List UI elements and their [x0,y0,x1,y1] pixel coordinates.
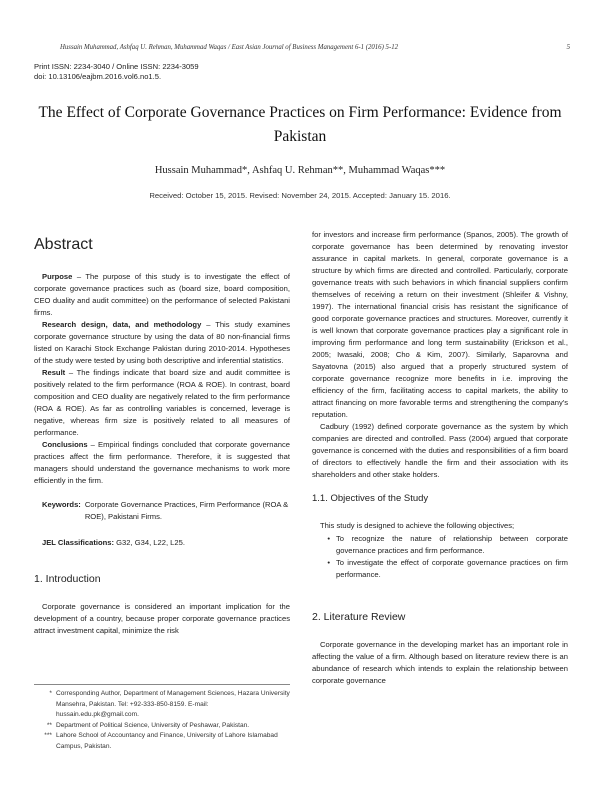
list-item [312,533,568,557]
footnote-mark: *** [44,732,52,739]
footnote [34,721,290,732]
received-dates: Received: October 15, 2015. Revised: November 24, 2015. Accepted: January 15. 2016. [149,191,451,200]
footnote-text: Lahore School of Accountancy and Finance, University of Lahore Islamabad Campus, Pakistan. [56,732,278,750]
doi-line: doi: 10.13106/eajbm.2016.vol6.no1.5. [34,72,162,81]
footnote-text: Department of Political Science, University of Peshawar, Pakistan. [56,721,250,729]
literature-review-paragraph: Corporate governance in the developing market has an important role in affecting the value of a firm. Although based on literature review there is an abundance of research which intends to explain the relationship between corporate governance [312,640,568,685]
footnote-mark: * [49,690,52,697]
objectives-intro: This study is designed to achieve the following objectives; [320,521,515,530]
introduction-heading: 1. Introduction [34,573,101,585]
objective-text: To investigate the effect of corporate governance practices on firm performance. [336,558,568,579]
issn-line: Print ISSN: 2234-3040 / Online ISSN: 2234-3059 [34,62,199,71]
paper-title-line-1: The Effect of Corporate Governance Practices on Firm Performance: Evidence from [38,104,562,121]
introduction-continued: for investors and increase firm performance (Spanos, 2005). The growth of corporate governance has been determined by renovating investor assurance in capital markets. In general, corporate governance is a structure by which firms are directed and controlled. Particularly, corporate governance treats with such behaviors in which financial suppliers confirm themselves of receiving a return on their investment (Shleifer & Vishny, 1997). The international financial crisis has resistant the significance of good corporate governance practices and structures. Moreover, currently it is well known that corporate governance practices play a significant role in improving firm performance and long term sustainability (Erickson et al., 2005; Iwasaki, 2008; Cho & Kim, 2007). Similarly, Saparovna and Sayatovna (2015) also argued that a properly structured system of corporate governance recognize more benefits in i.e. improving the efficiency of the firm, facilitating access to capital markets, the ability to attract financing on more favorable terms and strengthening the company's reputation. [312,230,568,419]
conclusions-label: Conclusions [42,440,88,449]
conclusions-text: – Empirical findings concluded that corporate governance practices affect the firm performance. Therefore, it is suggested that managers should understand the governance mechanisms to work more efficiently in the firm. [34,440,290,485]
result-label: Result [42,368,66,377]
design-label: Research design, data, and methodology [42,320,202,329]
keywords-text: Corporate Governance Practices, Firm Performance (ROA & ROE), Pakistani Firms. [84,500,289,521]
abstract-design [34,319,290,367]
issn-block [34,62,199,82]
jel-classifications [42,537,290,549]
footnote-mark: ** [46,721,52,729]
jel-label: JEL Classifications: [42,538,115,547]
paper-title [30,101,570,149]
objectives-heading: 1.1. Objectives of the Study [312,493,429,504]
introduction-paragraph-2: Cadbury (1992) defined corporate governance as the system by which companies are directed and controlled. Pass (2004) argued that corporate governance is concerned with the duties and responsibilities of a firm board of directors to effectively handle the firm and their association with its shareholders and other stake holders. [312,422,568,479]
footnote [34,689,290,721]
keywords [34,499,290,523]
literature-review-heading: 2. Literature Review [312,611,406,623]
objectives-list [312,533,568,581]
paper-title-line-2: Pakistan [273,128,327,145]
list-item [312,557,568,581]
introduction-paragraph: Corporate governance is considered an important implication for the development of a country, because proper corporate governance practices attract investment capital, minimize the risk [34,602,290,635]
page-number: 5 [566,44,570,51]
purpose-text: – The purpose of this study is to investigate the effect of corporate governance practices such as (board size, board composition, CEO duality and audit committee) on the performance of selected Pakistani firms. [34,272,290,317]
jel-text: G32, G34, L22, L25. [114,538,185,547]
left-column [34,236,290,637]
running-header-text: Hussain Muhammad, Ashfaq U. Rehman, Muhammad Waqas / East Asian Journal of Business Management 6-1 (2016) 5-12 [60,44,399,51]
author-list: Hussain Muhammad*, Ashfaq U. Rehman**, Muhammad Waqas*** [154,165,446,176]
abstract-result [34,367,290,439]
bullet-icon: • [327,534,330,543]
bullet-icon: • [327,558,330,567]
footnotes [34,684,290,752]
design-text: – This study examines corporate governance structure by using the data of 80 non-financial firms listed on Karachi Stock Exchange Pakistan during 2010-2014. Hypotheses of the study were tested by using both descriptive and inferential statistics. [34,320,290,365]
footnote [34,731,290,752]
keywords-label: Keywords: [42,500,81,509]
abstract-heading: Abstract [34,236,93,253]
objective-text: To recognize the nature of relationship between corporate governance practices and firm performance. [336,534,568,555]
footnote-text: Corresponding Author, Department of Management Sciences, Hazara University Mansehra, Pakistan. Tel: +92-333-850-8159. E-mail: hussain.edu.pk@gmail.com. [56,690,290,718]
purpose-label: Purpose [42,272,73,281]
abstract-conclusions [34,439,290,487]
result-text: – The findings indicate that board size and audit committee is positively related to the firm performance (ROA & ROE). In contrast, board composition and CEO duality are negatively related to the firm performance (ROA & ROE). As far as controlling variables is concerned, leverage is negative, whereas firm size is positively related to all measures of performance. [34,368,290,437]
running-header [60,44,570,51]
right-column [312,229,568,687]
abstract-purpose [34,271,290,319]
